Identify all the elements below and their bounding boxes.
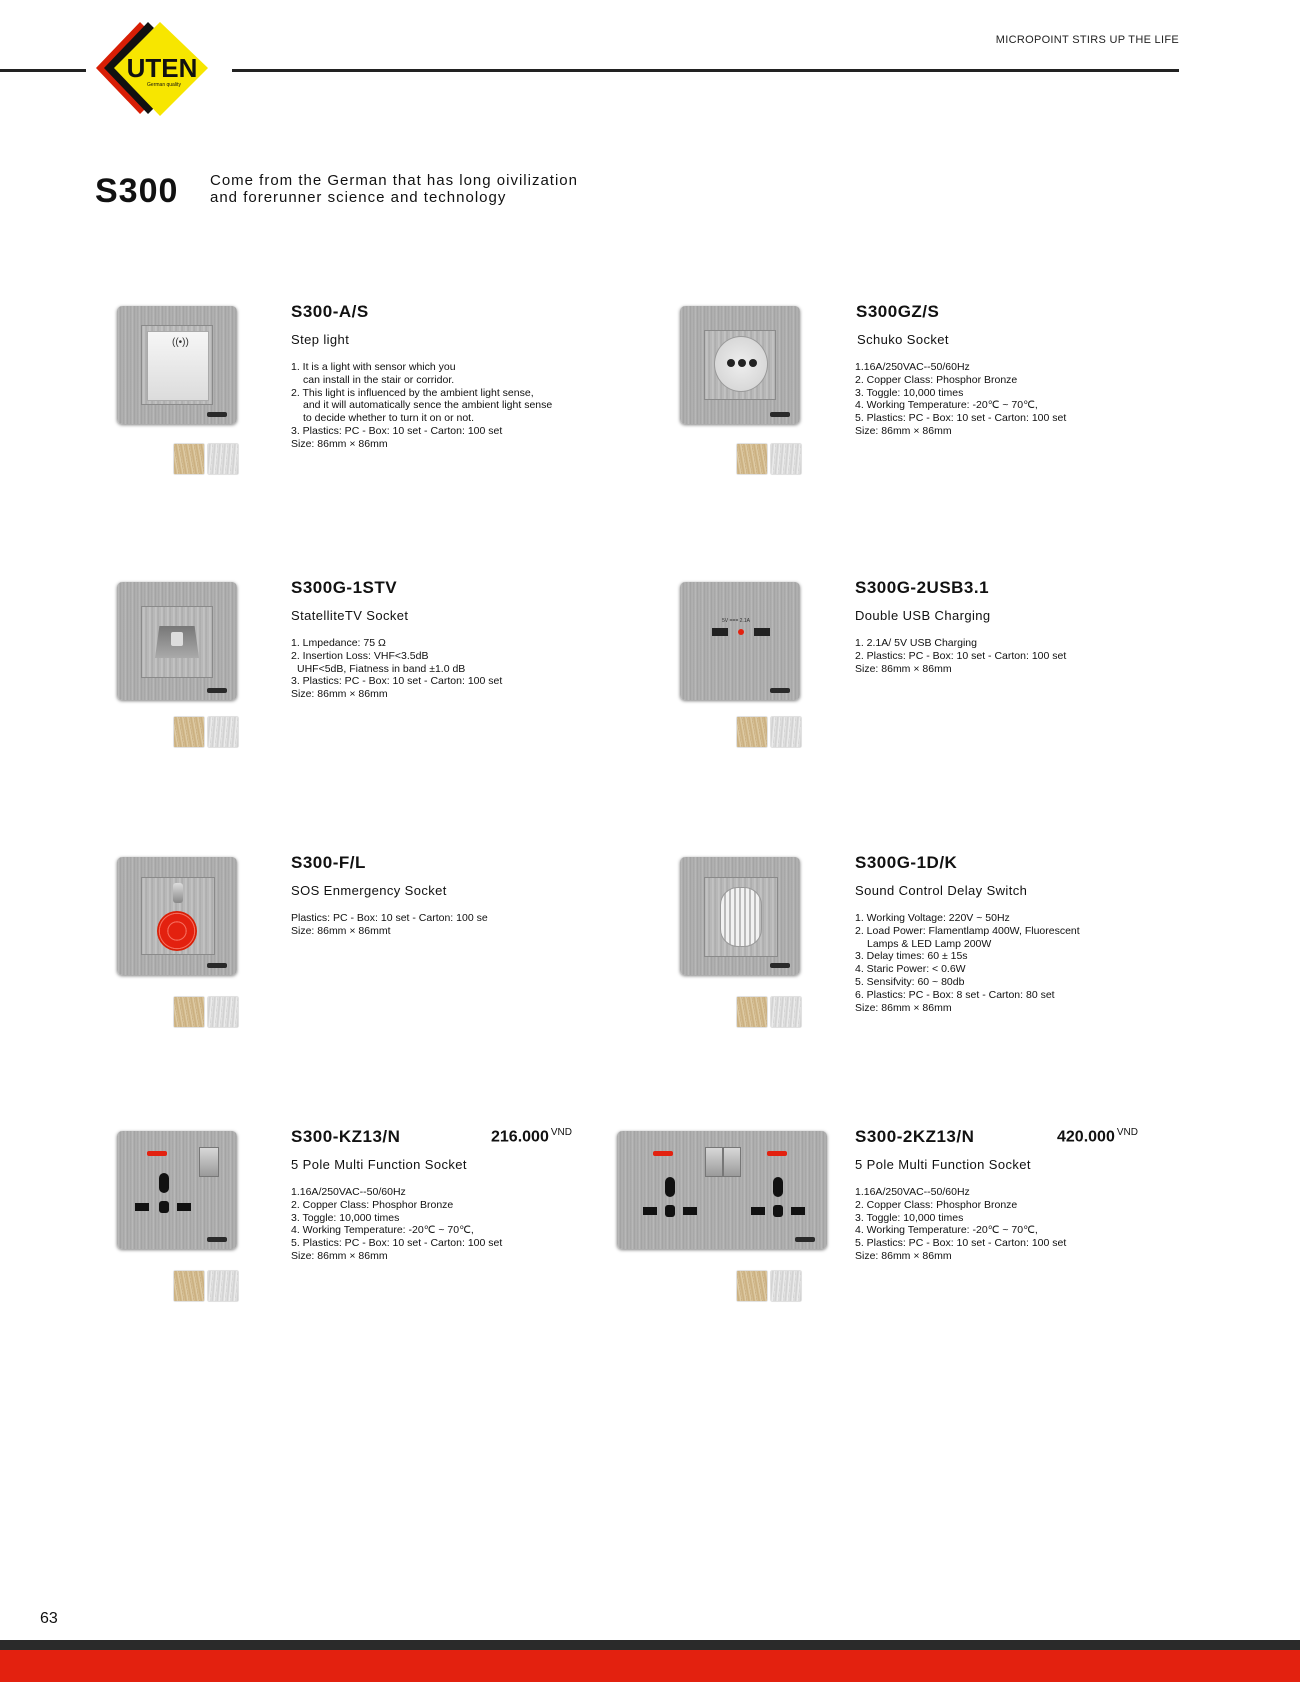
product-code: S300G-1D/K <box>855 853 958 872</box>
product-specs <box>855 637 1066 675</box>
spec-line: 2. Plastics: PC - Box: 10 set - Carton: 100 set <box>855 649 1067 662</box>
price-value: 420.000 <box>1057 1128 1115 1146</box>
indicator-light-icon <box>147 1151 167 1156</box>
spec-line: 3. Delay times: 60 ± 15s <box>855 950 968 963</box>
product-image <box>680 582 800 700</box>
spec-line: 4. Staric Power: < 0.6W <box>855 963 966 976</box>
product-code: S300-F/L <box>291 853 366 872</box>
product-name: Step light <box>291 332 350 347</box>
product-specs <box>291 1186 502 1263</box>
spec-line: 1. Lmpedance: 75 Ω <box>291 637 386 649</box>
product-specs <box>855 1186 1066 1263</box>
finish-swatch-silver <box>208 997 238 1027</box>
spec-line: Size: 86mm × 86mm <box>855 1001 952 1014</box>
product-image <box>117 582 237 700</box>
spec-line: Size: 86mm × 86mm <box>291 688 388 701</box>
spec-line: Size: 86mm × 86mmt <box>291 924 391 937</box>
spec-line: Size: 86mm × 86mm <box>291 437 388 450</box>
finish-swatch-gold <box>174 997 204 1027</box>
logo-text: UTEN <box>126 53 198 83</box>
spec-line: 2. Load Power: Flamentlamp 400W, Fluorescent <box>855 924 1080 937</box>
logo-subtext: German quality <box>147 82 181 88</box>
product-image <box>117 1131 237 1249</box>
spec-line: Lamps & LED Lamp 200W <box>867 937 992 950</box>
usb-charger-icon <box>710 618 772 646</box>
intro-line-2: and forerunner science and technology <box>210 189 507 206</box>
step-light-icon: ((•)) <box>147 331 209 401</box>
footer-bar-red <box>0 1650 1300 1682</box>
uten-logo <box>90 18 220 123</box>
double-multi-socket-icon <box>643 1177 813 1227</box>
price-currency: VND <box>550 1127 572 1138</box>
spec-line: 6. Plastics: PC - Box: 8 set - Carton: 80 set <box>855 988 1055 1001</box>
series-intro <box>210 172 578 206</box>
product-image <box>117 306 237 424</box>
spec-line: 2. This light is influenced by the ambient light sense, <box>291 386 534 399</box>
toggle-switch-icon <box>723 1147 741 1177</box>
finish-swatch-silver <box>771 717 801 747</box>
finish-swatch-gold <box>174 444 204 474</box>
product-name: StatelliteTV Socket <box>291 608 409 623</box>
toggle-switch-icon <box>705 1147 723 1177</box>
spec-line: 4. Working Temperature: -20℃ ~ 70℃, <box>291 1224 474 1237</box>
spec-line: UHF<5dB, Fiatness in band ±1.0 dB <box>297 662 466 675</box>
product-code: S300-KZ13/N <box>291 1127 401 1146</box>
spec-line: 5. Plastics: PC - Box: 10 set - Carton: 100 set <box>855 1237 1067 1250</box>
finish-swatch-silver <box>771 1271 801 1301</box>
spec-line: Size: 86mm × 86mm <box>855 662 952 675</box>
product-specs <box>291 912 488 938</box>
header-rule-left <box>0 69 86 72</box>
product-name: Schuko Socket <box>857 332 949 347</box>
multi-socket-icon <box>135 1173 191 1223</box>
spec-line: 1. Working Voltage: 220V ~ 50Hz <box>855 912 1010 924</box>
spec-line: 1. It is a light with sensor which you <box>291 361 456 373</box>
product-name: Sound Control Delay Switch <box>855 883 1028 898</box>
series-title: S300 <box>95 172 179 210</box>
footer-bar-dark <box>0 1640 1300 1650</box>
product-image <box>680 857 800 975</box>
sound-sensor-icon <box>720 887 762 947</box>
spec-line: 3. Toggle: 10,000 times <box>291 1211 400 1224</box>
spec-line: 2. Copper Class: Phosphor Bronze <box>291 1198 454 1211</box>
price-currency: VND <box>1116 1127 1138 1138</box>
product-name: 5 Pole Multi Function Socket <box>291 1157 467 1172</box>
spec-line: 3. Plastics: PC - Box: 10 set - Carton: 100 set <box>291 424 503 437</box>
satellite-tv-socket-icon <box>155 626 199 658</box>
product-image <box>617 1131 827 1249</box>
spec-line: to decide whether to turn it on or not. <box>303 412 475 425</box>
spec-line: 5. Plastics: PC - Box: 10 set - Carton: 100 set <box>291 1237 503 1250</box>
product-specs <box>855 912 1080 1014</box>
finish-swatch-gold <box>737 717 767 747</box>
spec-line: and it will automatically sence the ambient light sense <box>303 399 553 412</box>
spec-line: 2. Insertion Loss: VHF<3.5dB <box>291 649 429 662</box>
spec-line: 4. Working Temperature: -20℃ ~ 70℃, <box>855 1224 1038 1237</box>
finish-swatch-gold <box>737 444 767 474</box>
spec-line: 2. Copper Class: Phosphor Bronze <box>855 1198 1018 1211</box>
spec-line: 3. Toggle: 10,000 times <box>855 1211 964 1224</box>
product-code: S300G-2USB3.1 <box>855 578 990 597</box>
product-name: SOS Enmergency Socket <box>291 883 447 898</box>
spec-line: 3. Plastics: PC - Box: 10 set - Carton: 100 set <box>291 675 503 688</box>
spec-line: 4. Working Temperature: -20℃ ~ 70℃, <box>855 399 1038 412</box>
finish-swatch-gold <box>174 717 204 747</box>
usb-rating-label: 5V === 2.1A <box>722 618 750 624</box>
finish-swatch-gold <box>737 997 767 1027</box>
product-code: S300G-1STV <box>291 578 398 597</box>
finish-swatch-silver <box>771 444 801 474</box>
product-specs <box>855 361 1066 438</box>
spec-line: 1.16A/250VAC--50/60Hz <box>291 1186 406 1198</box>
finish-swatch-silver <box>208 444 238 474</box>
finish-swatch-gold <box>174 1271 204 1301</box>
product-image <box>680 306 800 424</box>
indicator-light-icon <box>767 1151 787 1156</box>
toggle-switch-icon <box>199 1147 219 1177</box>
spec-line: Size: 86mm × 86mm <box>855 1249 952 1262</box>
product-price <box>491 1127 572 1146</box>
spec-line: 5. Plastics: PC - Box: 10 set - Carton: 100 set <box>855 412 1067 425</box>
finish-swatch-silver <box>208 1271 238 1301</box>
spec-line: 1.16A/250VAC--50/60Hz <box>855 1186 970 1198</box>
product-code: S300GZ/S <box>856 302 940 321</box>
spec-line: Plastics: PC - Box: 10 set - Carton: 100 se <box>291 912 488 924</box>
product-specs <box>291 637 502 701</box>
tagline: MICROPOINT STIRS UP THE LIFE <box>995 34 1179 46</box>
spec-line: Size: 86mm × 86mm <box>855 424 952 437</box>
finish-swatch-silver <box>208 717 238 747</box>
product-price <box>1057 1127 1138 1146</box>
product-name: Double USB Charging <box>855 608 991 623</box>
key-slot-icon <box>173 883 183 903</box>
product-code: S300-2KZ13/N <box>855 1127 975 1146</box>
product-image <box>117 857 237 975</box>
indicator-light-icon <box>653 1151 673 1156</box>
price-value: 216.000 <box>491 1128 549 1146</box>
spec-line: can install in the stair or corridor. <box>303 373 455 386</box>
product-specs <box>291 361 552 451</box>
intro-line-1: Come from the German that has long oivilization <box>210 172 578 189</box>
schuko-socket-icon <box>714 336 768 392</box>
header-rule-right <box>232 69 1179 72</box>
finish-swatch-gold <box>737 1271 767 1301</box>
spec-line: 5. Sensifvity: 60 ~ 80db <box>855 975 965 988</box>
spec-line: 3. Toggle: 10,000 times <box>855 386 964 399</box>
spec-line: Size: 86mm × 86mm <box>291 1249 388 1262</box>
product-name: 5 Pole Multi Function Socket <box>855 1157 1031 1172</box>
spec-line: 2. Copper Class: Phosphor Bronze <box>855 373 1018 386</box>
finish-swatch-silver <box>771 997 801 1027</box>
sos-button-icon <box>157 911 197 951</box>
spec-line: 1.16A/250VAC--50/60Hz <box>855 361 970 373</box>
spec-line: 1. 2.1A/ 5V USB Charging <box>855 637 977 649</box>
page-number: 63 <box>40 1610 58 1627</box>
product-code: S300-A/S <box>291 302 369 321</box>
